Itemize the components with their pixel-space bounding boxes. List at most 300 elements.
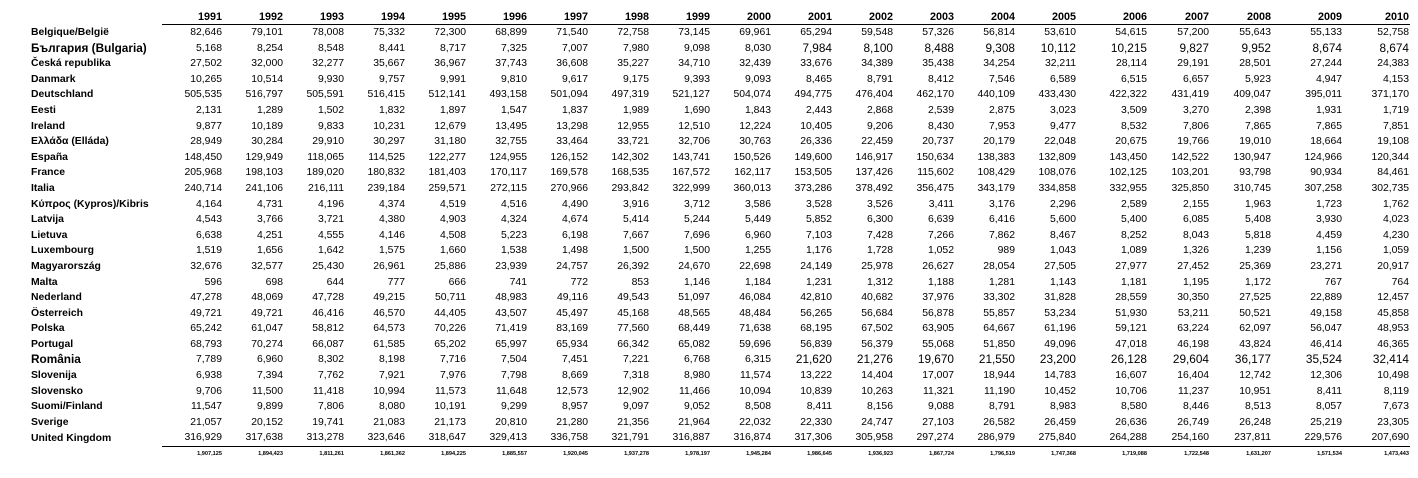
table-cell: 71,419 — [495, 323, 527, 335]
table-cell: 124,966 — [1304, 151, 1342, 163]
country-name: Sverige — [31, 416, 69, 428]
table-cell: 329,413 — [489, 432, 527, 444]
table-cell: 43,507 — [495, 307, 527, 319]
table-cell: 9,991 — [439, 73, 466, 85]
table-cell: 27,977 — [1115, 260, 1147, 272]
table-cell: 302,735 — [1371, 182, 1409, 194]
table-cell: 59,121 — [1115, 323, 1147, 335]
table-row — [28, 72, 1410, 88]
table-cell: 433,430 — [1038, 89, 1076, 101]
table-cell: 1,043 — [1049, 245, 1076, 257]
table-cell: 66,087 — [312, 338, 344, 350]
table-cell: 1,312 — [866, 276, 893, 288]
country-name: Ελλάδα (Elláda) — [31, 136, 109, 148]
table-cell: 25,886 — [434, 260, 466, 272]
table-cell: 216,111 — [307, 182, 344, 194]
table-cell: 49,543 — [617, 292, 649, 304]
table-cell: 240,714 — [184, 182, 222, 194]
table-cell: 9,899 — [256, 401, 283, 413]
table-cell: 666 — [448, 276, 466, 288]
table-cell: 334,858 — [1038, 182, 1076, 194]
table-cell: 505,535 — [184, 89, 222, 101]
table-cell: 10,951 — [1239, 385, 1271, 397]
table-cell: 1,498 — [561, 245, 588, 257]
total-cell: 1,867,724 — [894, 447, 955, 462]
table-cell: 57,326 — [922, 27, 954, 38]
country-name: Eesti — [31, 104, 56, 116]
table-cell: 8,446 — [1182, 401, 1209, 413]
table-cell: 6,589 — [1049, 73, 1076, 85]
table-cell: 61,047 — [251, 323, 283, 335]
table-cell: 323,646 — [367, 432, 405, 444]
table-cell: 168,535 — [611, 167, 649, 179]
table-cell: 764 — [1391, 276, 1409, 288]
table-cell: 9,952 — [1241, 40, 1271, 55]
table-cell: 2,875 — [988, 104, 1015, 116]
table-cell: 108,076 — [1038, 167, 1076, 179]
table-cell: 21,083 — [373, 416, 405, 428]
table-cell: 61,196 — [1044, 323, 1076, 335]
table-cell: 24,670 — [678, 260, 710, 272]
table-cell: 146,917 — [855, 151, 893, 163]
table-row — [28, 430, 1410, 446]
table-cell: 30,297 — [373, 136, 405, 148]
table-cell: 5,223 — [500, 229, 527, 241]
table-cell: 9,930 — [317, 73, 344, 85]
table-cell: 1,728 — [866, 245, 893, 257]
table-cell: 9,393 — [683, 73, 710, 85]
table-cell: 1,519 — [195, 245, 222, 257]
table-cell: 409,047 — [1233, 89, 1271, 101]
table-cell: 7,546 — [988, 73, 1015, 85]
table-cell: 777 — [387, 276, 405, 288]
table-cell: 25,369 — [1239, 260, 1271, 272]
table-cell: 11,573 — [434, 385, 466, 397]
table-cell: 36,608 — [556, 58, 588, 70]
table-cell: 7,762 — [317, 370, 344, 382]
table-cell: 1,059 — [1382, 245, 1409, 257]
table-cell: 65,934 — [556, 338, 588, 350]
table-cell: 48,565 — [678, 307, 710, 319]
table-cell: 4,324 — [500, 214, 527, 226]
table-cell: 1,500 — [683, 245, 710, 257]
total-cell: 1,894,423 — [223, 447, 284, 462]
table-cell: 8,488 — [924, 40, 954, 55]
table-cell: 6,315 — [744, 354, 771, 366]
year-header: 2010 — [1343, 10, 1410, 25]
table-cell: 22,032 — [739, 416, 771, 428]
table-cell: 767 — [1324, 276, 1342, 288]
table-cell: 143,450 — [1109, 151, 1147, 163]
table-cell: 11,190 — [983, 385, 1015, 397]
table-cell: 316,874 — [733, 432, 771, 444]
table-cell: 45,497 — [556, 307, 588, 319]
table-cell: 153,505 — [794, 167, 832, 179]
table-cell: 46,084 — [739, 292, 771, 304]
table-cell: 59,548 — [861, 27, 893, 38]
table-row — [28, 197, 1410, 213]
table-cell: 7,007 — [561, 42, 588, 54]
table-cell: 2,398 — [1244, 104, 1271, 116]
table-cell: 7,325 — [500, 42, 527, 54]
table-cell: 19,010 — [1239, 136, 1271, 148]
table-cell: 8,548 — [317, 42, 344, 54]
table-row — [28, 337, 1410, 353]
table-cell: 11,648 — [495, 385, 527, 397]
header-corner — [28, 10, 162, 25]
country-name: Polska — [31, 323, 65, 335]
table-cell: 8,791 — [988, 401, 1015, 413]
data-table — [28, 10, 1410, 461]
country-name: Latvija — [31, 214, 64, 226]
table-cell: 46,365 — [1377, 338, 1409, 350]
country-name: Danmark — [31, 73, 76, 85]
table-cell: 3,411 — [928, 198, 954, 210]
table-cell: 504,074 — [733, 89, 771, 101]
table-row — [28, 368, 1410, 384]
table-cell: 22,048 — [1044, 136, 1076, 148]
table-cell: 741 — [509, 276, 527, 288]
table-cell: 102,125 — [1109, 167, 1147, 179]
table-cell: 56,379 — [861, 338, 893, 350]
table-cell: 3,916 — [622, 198, 649, 210]
table-cell: 229,576 — [1304, 432, 1342, 444]
table-cell: 132,809 — [1038, 151, 1076, 163]
table-cell: 4,516 — [500, 198, 527, 210]
table-cell: 989 — [997, 245, 1015, 257]
table-cell: 26,582 — [983, 416, 1015, 428]
table-cell: 2,868 — [866, 104, 893, 116]
table-cell: 7,806 — [317, 401, 344, 413]
table-cell: 13,495 — [495, 120, 527, 132]
table-cell: 497,319 — [611, 89, 649, 101]
table-cell: 7,798 — [500, 370, 527, 382]
table-cell: 56,814 — [983, 27, 1015, 38]
table-cell: 7,953 — [988, 120, 1015, 132]
total-cell: 1,978,197 — [650, 447, 711, 462]
table-cell: 19,670 — [917, 352, 954, 367]
table-cell: 68,899 — [495, 27, 527, 38]
table-cell: 1,502 — [317, 104, 344, 116]
table-row — [28, 41, 1410, 57]
table-cell: 3,526 — [866, 198, 893, 210]
table-cell: 9,206 — [866, 120, 893, 132]
total-cell: 1,945,284 — [711, 447, 772, 462]
table-cell: 8,411 — [806, 401, 832, 413]
table-cell: 11,321 — [922, 385, 954, 397]
table-cell: 1,963 — [1244, 198, 1271, 210]
table-cell: 8,119 — [1383, 385, 1409, 397]
table-cell: 64,573 — [373, 323, 405, 335]
table-cell: 32,277 — [312, 58, 344, 70]
table-cell: 181,403 — [428, 167, 466, 179]
table-cell: 9,052 — [683, 401, 710, 413]
table-cell: 27,244 — [1310, 58, 1342, 70]
table-cell: 7,865 — [1244, 120, 1271, 132]
table-cell: 28,054 — [983, 260, 1015, 272]
table-cell: 52,758 — [1377, 27, 1409, 38]
table-cell: 7,504 — [500, 354, 527, 366]
table-cell: 137,426 — [855, 167, 893, 179]
table-cell: 494,775 — [794, 89, 832, 101]
country-name: Slovenija — [31, 370, 77, 382]
country-name: Deutschland — [31, 89, 94, 101]
table-cell: 49,158 — [1310, 307, 1342, 319]
table-cell: 79,101 — [251, 27, 283, 38]
table-row — [28, 290, 1410, 306]
table-cell: 31,828 — [1044, 292, 1076, 304]
table-cell: 9,757 — [378, 73, 405, 85]
table-cell: 9,098 — [683, 42, 710, 54]
table-cell: 1,239 — [1244, 245, 1271, 257]
table-cell: 286,979 — [977, 432, 1015, 444]
table-cell: 51,930 — [1115, 307, 1147, 319]
table-cell: 25,430 — [312, 260, 344, 272]
table-cell: 313,278 — [306, 432, 344, 444]
table-cell: 143,741 — [672, 151, 710, 163]
table-cell: 476,404 — [855, 89, 893, 101]
year-header: 2007 — [1148, 10, 1210, 25]
country-name: Österreich — [31, 307, 83, 319]
country-name: България (Bulgaria) — [31, 40, 147, 55]
table-cell: 40,682 — [861, 292, 893, 304]
table-cell: 9,299 — [500, 401, 527, 413]
table-cell: 198,103 — [245, 167, 283, 179]
country-name: Ireland — [31, 120, 66, 132]
table-cell: 5,852 — [805, 214, 832, 226]
table-cell: 45,168 — [617, 307, 649, 319]
table-cell: 33,721 — [617, 136, 649, 148]
table-cell: 1,188 — [927, 276, 954, 288]
table-cell: 32,439 — [739, 58, 771, 70]
table-cell: 53,610 — [1044, 27, 1076, 38]
country-name: United Kingdom — [31, 432, 112, 444]
table-cell: 22,330 — [800, 416, 832, 428]
table-cell: 4,674 — [561, 214, 588, 226]
year-header: 1998 — [589, 10, 650, 25]
table-cell: 32,000 — [251, 58, 283, 70]
table-cell: 317,306 — [794, 432, 832, 444]
country-name: España — [31, 151, 68, 163]
year-header: 2008 — [1210, 10, 1272, 25]
table-cell: 5,414 — [622, 214, 649, 226]
totals-corner — [28, 447, 162, 462]
table-cell: 33,676 — [800, 58, 832, 70]
table-cell: 378,492 — [855, 182, 893, 194]
table-cell: 53,234 — [1044, 307, 1076, 319]
table-cell: 8,957 — [561, 401, 588, 413]
table-cell: 1,723 — [1315, 198, 1342, 210]
country-name: Belgique/België — [31, 26, 109, 38]
table-cell: 24,149 — [800, 260, 832, 272]
table-cell: 5,168 — [195, 42, 222, 54]
table-cell: 36,967 — [434, 58, 466, 70]
table-cell: 46,414 — [1310, 338, 1342, 350]
table-cell: 7,394 — [256, 370, 283, 382]
table-cell: 8,412 — [927, 73, 954, 85]
table-cell: 7,716 — [439, 354, 466, 366]
total-cell: 1,473,443 — [1343, 447, 1410, 462]
table-cell: 29,604 — [1172, 352, 1209, 367]
table-cell: 10,498 — [1377, 370, 1409, 382]
table-cell: 270,966 — [550, 182, 588, 194]
table-cell: 21,356 — [617, 416, 649, 428]
table-cell: 77,560 — [617, 323, 649, 335]
table-row — [28, 212, 1410, 228]
total-cell: 1,885,557 — [467, 447, 528, 462]
table-cell: 26,336 — [800, 136, 832, 148]
year-header: 1993 — [284, 10, 345, 25]
table-cell: 35,227 — [617, 58, 649, 70]
table-cell: 27,505 — [1044, 260, 1076, 272]
table-cell: 22,889 — [1310, 292, 1342, 304]
table-cell: 264,288 — [1109, 432, 1147, 444]
country-name: Magyarország — [31, 260, 101, 272]
table-cell: 1,660 — [439, 245, 466, 257]
table-cell: 170,117 — [490, 167, 527, 179]
table-cell: 5,923 — [1244, 73, 1271, 85]
table-row — [28, 150, 1410, 166]
table-cell: 7,862 — [988, 229, 1015, 241]
table-cell: 56,839 — [800, 338, 832, 350]
table-cell: 316,929 — [184, 432, 222, 444]
table-cell: 29,910 — [312, 136, 344, 148]
total-cell: 1,719,088 — [1077, 447, 1148, 462]
table-cell: 4,459 — [1315, 229, 1342, 241]
table-cell: 45,858 — [1377, 307, 1409, 319]
table-cell: 5,244 — [683, 214, 710, 226]
table-cell: 1,931 — [1315, 104, 1342, 116]
table-cell: 58,812 — [312, 323, 344, 335]
country-name: Česká republika — [31, 58, 111, 70]
table-cell: 1,089 — [1120, 245, 1147, 257]
table-cell: 2,443 — [805, 104, 832, 116]
table-cell: 12,902 — [617, 385, 649, 397]
table-cell: 50,521 — [1239, 307, 1271, 319]
table-cell: 8,030 — [744, 42, 771, 54]
table-cell: 32,414 — [1372, 352, 1409, 367]
table-cell: 167,572 — [672, 167, 710, 179]
table-cell: 33,302 — [983, 292, 1015, 304]
table-cell: 275,840 — [1038, 432, 1076, 444]
table-cell: 6,768 — [683, 354, 710, 366]
table-cell: 27,103 — [922, 416, 954, 428]
table-cell: 126,152 — [550, 151, 588, 163]
table-cell: 336,758 — [550, 432, 588, 444]
table-cell: 4,251 — [256, 229, 283, 241]
table-cell: 62,097 — [1239, 323, 1271, 335]
table-cell: 59,696 — [739, 338, 771, 350]
table-row — [28, 384, 1410, 400]
table-cell: 55,133 — [1310, 27, 1342, 38]
table-cell: 65,202 — [434, 338, 466, 350]
table-cell: 49,215 — [373, 292, 405, 304]
table-cell: 8,198 — [378, 354, 405, 366]
table-cell: 1,843 — [744, 104, 771, 116]
table-cell: 26,961 — [373, 260, 405, 272]
table-cell: 14,783 — [1044, 370, 1076, 382]
table-cell: 8,057 — [1315, 401, 1342, 413]
table-cell: 11,418 — [312, 385, 344, 397]
table-cell: 2,155 — [1182, 198, 1209, 210]
table-cell: 5,408 — [1244, 214, 1271, 226]
table-cell: 47,018 — [1115, 338, 1147, 350]
table-cell: 12,510 — [678, 120, 710, 132]
total-cell: 1,811,261 — [284, 447, 345, 462]
table-cell: 7,673 — [1382, 401, 1409, 413]
header-row — [28, 10, 1410, 25]
table-cell: 27,452 — [1177, 260, 1209, 272]
table-row — [28, 399, 1410, 415]
table-cell: 9,308 — [985, 40, 1015, 55]
table-cell: 4,903 — [439, 214, 466, 226]
table-cell: 8,254 — [256, 42, 283, 54]
year-header: 1999 — [650, 10, 711, 25]
table-row — [28, 25, 1410, 41]
table-cell: 8,717 — [439, 42, 466, 54]
table-cell: 318,647 — [428, 432, 466, 444]
table-cell: 371,170 — [1371, 89, 1409, 101]
table-cell: 5,449 — [744, 214, 771, 226]
table-cell: 8,674 — [1379, 40, 1409, 55]
table-cell: 8,983 — [1049, 401, 1076, 413]
table-cell: 440,109 — [977, 89, 1015, 101]
table-cell: 8,532 — [1120, 120, 1147, 132]
table-cell: 772 — [570, 276, 588, 288]
table-cell: 20,917 — [1377, 260, 1409, 272]
table-cell: 21,550 — [978, 352, 1015, 367]
table-cell: 7,789 — [195, 354, 222, 366]
table-cell: 1,281 — [988, 276, 1015, 288]
total-cell: 1,907,125 — [162, 447, 223, 462]
table-cell: 57,200 — [1177, 27, 1209, 38]
table-cell: 2,589 — [1120, 198, 1147, 210]
table-cell: 12,573 — [556, 385, 588, 397]
table-cell: 26,749 — [1177, 416, 1209, 428]
table-cell: 48,069 — [251, 292, 283, 304]
table-cell: 3,766 — [256, 214, 283, 226]
table-cell: 30,763 — [739, 136, 771, 148]
table-cell: 4,374 — [378, 198, 405, 210]
table-cell: 4,519 — [439, 198, 466, 210]
year-header: 2006 — [1077, 10, 1148, 25]
table-cell: 10,263 — [861, 385, 893, 397]
table-row — [28, 181, 1410, 197]
table-cell: 505,591 — [306, 89, 344, 101]
table-cell: 462,170 — [916, 89, 954, 101]
table-cell: 4,731 — [256, 198, 283, 210]
table-cell: 189,020 — [306, 167, 344, 179]
table-cell: 321,791 — [611, 432, 649, 444]
table-cell: 27,502 — [190, 58, 222, 70]
table-cell: 9,827 — [1179, 40, 1209, 55]
table-cell: 72,300 — [434, 27, 466, 38]
table-cell: 7,865 — [1315, 120, 1342, 132]
table-cell: 63,224 — [1177, 323, 1209, 335]
table-row — [28, 243, 1410, 259]
table-cell: 4,023 — [1382, 214, 1409, 226]
table-cell: 1,172 — [1244, 276, 1271, 288]
country-name: Italia — [31, 182, 55, 194]
table-cell: 11,237 — [1177, 385, 1209, 397]
year-header: 2005 — [1016, 10, 1077, 25]
table-cell: 17,007 — [922, 370, 954, 382]
year-header: 2003 — [894, 10, 955, 25]
table-cell: 78,008 — [312, 27, 344, 38]
table-cell: 10,189 — [251, 120, 283, 132]
table-cell: 10,094 — [739, 385, 771, 397]
totals-row — [28, 447, 1410, 462]
